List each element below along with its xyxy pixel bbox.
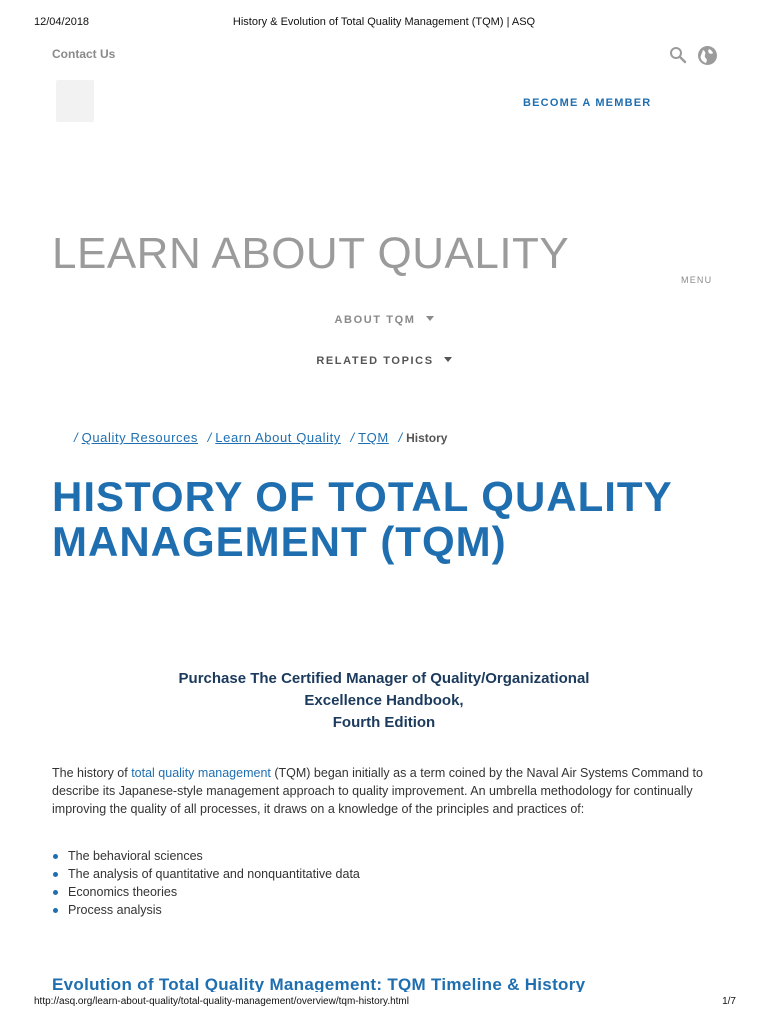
practices-list	[52, 847, 360, 919]
menu-button[interactable]: MENU	[681, 275, 713, 285]
breadcrumb-current: History	[406, 431, 448, 445]
breadcrumb: / Quality Resources / Learn About Quality / TQM / History	[74, 430, 448, 445]
handbook-promo[interactable]	[0, 668, 768, 734]
breadcrumb-learn-about-quality[interactable]: Learn About Quality	[215, 430, 341, 445]
globe-icon[interactable]	[697, 45, 718, 66]
evolution-heading: Evolution of Total Quality Management: TQM Timeline & History	[52, 975, 586, 992]
list-item: The analysis of quantitative and nonquantitative data	[52, 865, 360, 883]
breadcrumb-tqm[interactable]: TQM	[358, 430, 389, 445]
print-footer	[0, 996, 768, 1010]
page-title: HISTORY OF TOTAL QUALITY MANAGEMENT (TQM)	[52, 473, 672, 565]
tqm-link[interactable]: total quality management	[131, 766, 271, 780]
section-title: LEARN ABOUT QUALITY	[52, 229, 570, 278]
promo-line: Fourth Edition	[332, 714, 436, 731]
nav-related-topics-label: RELATED TOPICS	[316, 355, 434, 367]
nav-about-tqm[interactable]	[0, 314, 768, 326]
list-item: Economics theories	[52, 883, 360, 901]
promo-line: Purchase The Certified Manager of Quality/Organizational	[178, 670, 590, 687]
chevron-down-icon	[426, 316, 434, 321]
list-item: The behavioral sciences	[52, 847, 360, 865]
print-date: 12/04/2018	[34, 16, 90, 28]
breadcrumb-quality-resources[interactable]: Quality Resources	[81, 430, 199, 445]
print-title: History & Evolution of Total Quality Management (TQM) | ASQ	[232, 16, 536, 28]
nav-related-topics[interactable]	[0, 355, 768, 367]
become-member-link[interactable]: BECOME A MEMBER	[523, 97, 652, 109]
search-icon[interactable]	[669, 46, 687, 64]
print-header	[0, 16, 768, 30]
contact-us-link[interactable]: Contact Us	[52, 47, 116, 61]
promo-line: Excellence Handbook,	[304, 692, 464, 709]
print-url: http://asq.org/learn-about-quality/total-quality-management/overview/tqm-history.html	[34, 996, 409, 1007]
intro-paragraph: The history of total quality management (TQM) began initially as a term coined by the Naval Air Systems Command to describe its Japanese-style management approach to quality improvement. An umbrella methodology for continually improving the quality of all processes, it draws on a knowledge of the principles and practices of:	[52, 766, 703, 816]
list-item: Process analysis	[52, 901, 360, 919]
print-page-number: 1/7	[722, 996, 736, 1007]
site-logo[interactable]	[56, 80, 94, 122]
nav-about-tqm-label: ABOUT TQM	[334, 314, 416, 326]
chevron-down-icon	[444, 357, 452, 362]
